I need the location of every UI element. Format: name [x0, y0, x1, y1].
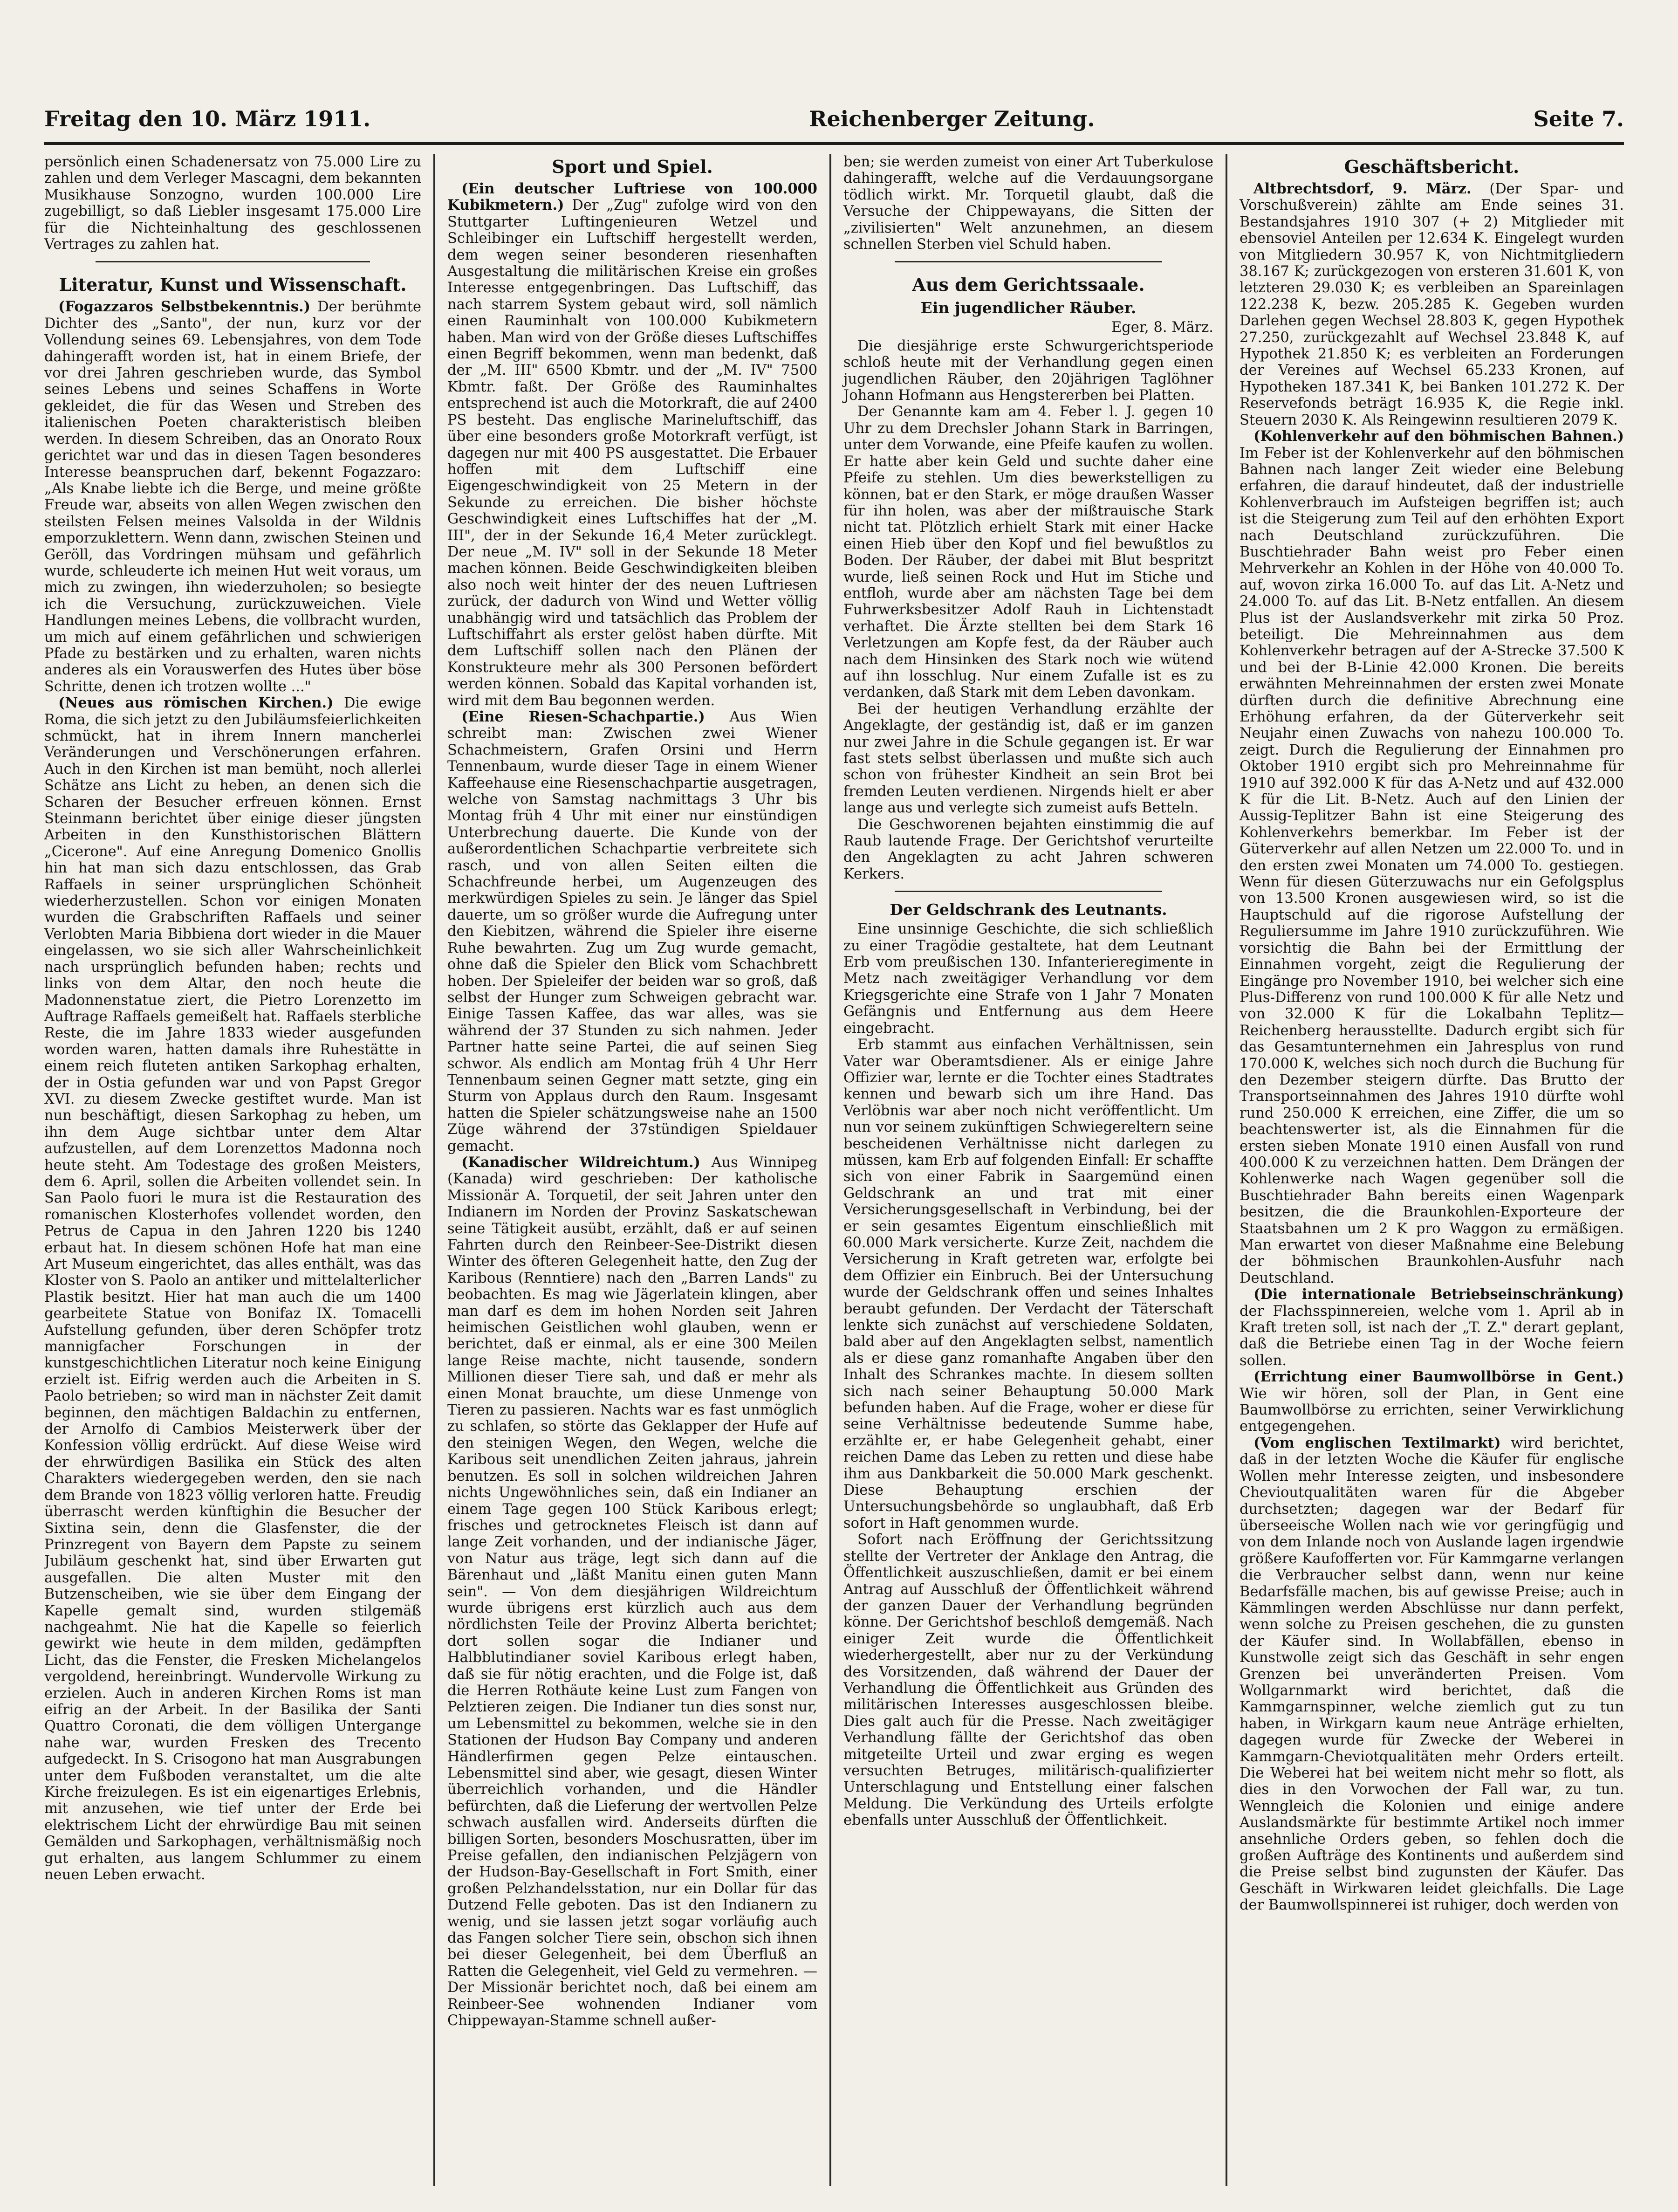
page-number: Seite 7. [1533, 106, 1624, 131]
columns [44, 154, 1624, 2186]
article-body: Aus Wien schreibt man: Zwischen zwei Wiener Schachmeistern, Grafen Orsini und Herrn Tennenbaum, wurde dieser Tage in einem Wiener Kaffeehause eine Riesenschachpartie ausgetragen, welche von Samstag nachmittags 3 Uhr bis Montag früh 4 Uhr mit einer nur einstündigen Unterbrechung dauerte. Die Kunde von der außerordentlichen Schachpartie verbreitete sich rasch, und von allen Seiten eilten die Schachfreunde herbei, um Augenzeugen des merkwürdigen Spieles zu sein. Je länger das Spiel dauerte, um so größer wurde die Aufregung unter den Kiebitzen, während die Spieler ihre eiserne Ruhe bewahrten. Zug um Zug wurde gemacht, ohne daß die Spieler den Blick vom Schachbrett hoben. Der Spieleifer der beiden war so groß, daß selbst der Hunger zum Schweigen gebracht war. Einige Tassen Kaffee, das war alles, was sie während der 37 Stunden zu sich nahmen. Jeder Partner hatte seine Partei, die auf seinen Sieg schwor. Als endlich am Montag früh 4 Uhr Herr Tennenbaum seinen Gegner matt setzte, ging ein Sturm von Applaus durch den Raum. Insgesamt hatten die Spieler schätzungsweise nahe an 1500 Züge während der 37stündigen Spieldauer gemacht. [447, 709, 817, 1154]
column-4 [1226, 154, 1624, 2186]
article-body: der Flachsspinnereien, welche vom 1. April ab in Kraft treten soll, ist nach der „T. Z." derart geplant, daß die Betriebe einen Tag in der Woche feiern sollen. [1240, 1303, 1624, 1369]
section-title-sport: Sport und Spiel. [552, 156, 713, 177]
article-heading: (Vom englischen Textilmarkt) [1253, 1434, 1501, 1451]
article-heading: (Errichtung einer Baumwollbörse in Gent.) [1253, 1368, 1624, 1386]
dateline: Eger, 8. März. [1111, 319, 1213, 336]
divider [96, 261, 370, 262]
paragraph: Die diesjährige erste Schwurgerichtsperiode schloß heute mit der Verhandlung gegen einen jugendlichen Räuber, den 20jährigen Taglöhner Johann Hofmann aus Hengstererben bei Platten. [843, 337, 1213, 404]
section-title-court: Aus dem Gerichtssaale. [912, 274, 1145, 295]
article-body: Im Feber ist der Kohlenverkehr auf den böhmischen Bahnen nach langer Zeit wieder eine Belebung erfahren, die darauf hindeutet, daß der industrielle Kohlenverbrauch im Aufsteigen begriffen ist; auch ist die Steigerung zum Teil auf den erhöhten Export nach Deutschland zurückzuführen. Die Buschtiehrader Bahn weist pro Feber einen Mehrverkehr an Kohlen in der Höhe von 40.000 To. auf, wovon zirka 16.000 To. auf das Lit. A-Netz und 24.000 To. auf das Lit. B-Netz entfallen. An diesem Plus ist der Auslandsverkehr mit zirka 50 Proz. beteiligt. Die Mehreinnahmen aus dem Kohlenverkehr betragen auf der A-Strecke 37.500 K und bei der B-Linie 42.000 Kronen. Die bereits erwähnten Mehreinnahmen der ersten zwei Monate dürften durch die definitive Abrechnung eine Erhöhung erfahren, da der Güterverkehr seit Neujahr einen Zuwachs von nahezu 100.000 To. zeigt. Durch die Regulierung der Einnahmen pro Oktober 1910 ergibt sich pro Mehreinnahme für 1910 auf 392.000 K für das A-Netz und auf 432.000 K für die Lit. B-Netz. Auch auf den Linien der Aussig-Teplitzer Bahn ist eine Steigerung des Kohlenverkehrs bemerkbar. Im Feber ist der Güterverkehr auf allen Netzen um 22.000 To. und in den ersten zwei Monaten um 74.000 To. gestiegen. Wenn für diesen Güterzuwachs nur ein Gefolgsplus von 13.500 Kronen ausgewiesen wird, so ist die Hauptschuld auf die rigorose Aufstellung der Reguliersumme im Jahre 1910 zurückzuführen. Wie vorsichtig die Bahn bei der Ermittlung der Einnahmen vorgeht, zeigt die Regulierung der Eingänge pro November 1910, bei welcher sich eine Plus-Differenz von rund 100.000 K für alle Netz und von 32.000 K für die Lokalbahn Teplitz—Reichenberg herausstellte. Dadurch ergibt sich für das Gesamtunternehmen ein Jahresplus von rund 170.000 K, welches sich noch durch die Buchung für den Dezember steigern dürfte. Das Brutto der Transportseinnahmen des Jahres 1910 dürfte wohl rund 250.000 K erreichen, eine Ziffer, die um so beachtenswerter ist, als die Einnahmen für die ersten sieben Monate 1910 einen Ausfall von rund 400.000 K zu verzeichnen hatten. Dem Drängen der Kohlenwerke nach Wagen gegenüber soll die Buschtiehrader Bahn bereits einen Wagenpark besitzen, die die Braunkohlen-Exporteure der Staatsbahnen um 2 K pro Waggon zu ermäßigen. Man erwartet von dieser Maßnahme eine Belebung der böhmischen Braunkohlen-Ausfuhr nach Deutschland. [1240, 445, 1624, 1286]
article-heading: Altbrechtsdorf, 9. März. [1253, 180, 1472, 197]
article-body: Aus Winnipeg (Kanada) wird geschrieben: Der katholische Missionär A. Torquetil, der seit Jahren unter den Indianern im Norden der Provinz Saskatschewan seine Tätigkeit ausübt, erzählt, daß er auf seinen Fahrten durch den Reinbeer-See-Distrikt diesen Winter des öfteren Gelegenheit hatte, den Zug der Karibous (Renntiere) nach den „Barren Lands" zu beobachten. Es mag wie Jägerlatein klingen, aber man darf es dem im hohen Norden seit Jahren heimischen Geistlichen wohl glauben, wenn er berichtet, daß er einmal, als er eine 300 Meilen lange Reise machte, nicht tausende, sondern Millionen dieser Tiere sah, und daß er mehr als einen Monat brauchte, um diese Unmenge von Tieren zu passieren. Nachts war es fast unmöglich zu schlafen, so störte das Geklapper der Hufe auf den steinigen Wegen, den Wegen, welche die Karibous seit unendlichen Zeiten jahraus, jahrein benutzen. Es soll in solchen wildreichen Jahren nichts Ungewöhnliches sein, daß ein Indianer an einem Tage gegen 100 Stück Karibous erlegt; frisches und getrocknetes Fleisch ist dann auf lange Zeit vorhanden, und der indianische Jäger, von Natur aus träge, legt sich dann auf die Bärenhaut und „läßt Manitu einen guten Mann sein". — Von dem diesjährigen Wildreichtum wurde übrigens erst kürzlich auch aus dem nördlichsten Teile der Provinz Alberta berichtet; dort sollen sogar die Indianer und Halbblutindianer soviel Karibous erlegt haben, daß sie für nötig erachten, und die Folge ist, daß die Herren Rothäute keine Lust zum Fangen von Pelztieren zeigen. Die Indianer tun dies sonst nur, um Lebensmittel zu bekommen, welche sie in den Stationen der Hudson Bay Company und anderen Händlerfirmen gegen Pelze eintauschen. Lebensmittel sind aber, wie gesagt, diesen Winter überreichlich vorhanden, und die Händler befürchten, daß die Lieferung der wertvollen Pelze schwach ausfallen wird. Anderseits dürften die billigen Sorten, besonders Moschusratten, über im Preise gefallen, den indianischen Pelzjägern von der Hudson-Bay-Gesellschaft in Fort Smith, einer großen Pelzhandelsstation, nur ein Dollar für das Dutzend Felle geboten. Das ist den Indianern zu wenig, und sie lassen jetzt sogar vorläufig auch das Fangen solcher Tiere sein, obschon sich ihnen bei dieser Gelegenheit, bei dem Überfluß an Ratten die Gelegenheit, viel Geld zu vermehren. — Der Missionär berichtet noch, daß bei einem am Reinbeer-See wohnenden Indianer vom Chippewayan-Stamme schnell außer- [447, 1154, 817, 2029]
divider [895, 891, 1162, 892]
article-fogazzaro [44, 299, 421, 695]
article-title-safe: Der Geldschrank des Leutnants. [890, 900, 1167, 919]
paragraph: Sofort nach Eröffnung der Gerichtssitzung stellte der Vertreter der Anklage den Antrag, die Öffentlichkeit auszuschließen, damit er bei einem Antrag auf Ausschluß der Öffentlichkeit während der ganzen Dauer der Verhandlung begründen könne. Der Gerichtshof beschloß demgemäß. Nach einiger Zeit wurde die Öffentlichkeit wiederhergestellt, aber nur zu der Verkündung des Vorsitzenden, daß während der Dauer der Verhandlung die Öffentlichkeit aus Gründen des militärischen Interesses ausgeschlossen bleibe. Dies galt auch für die Presse. Nach zweitägiger Verhandlung fällte der Gerichtshof das oben mitgeteilte Urteil und zwar erging es wegen versuchten Betruges, militärisch-qualifizierter Unterschlagung und Entstellung einer falschen Meldung. Die Verkündung des Urteils erfolgte ebenfalls unter Ausschluß der Öffentlichkeit. [843, 1532, 1213, 1829]
article-coal-traffic [1240, 428, 1624, 1286]
page-header [44, 98, 1624, 140]
section-title-literature: Literatur, Kunst und Wissenschaft. [59, 274, 407, 295]
divider [895, 261, 1162, 262]
article-continuation: ben; sie werden zumeist von einer Art Tuberkulose dahingerafft, welche auf die Verdauungsorgane tödlich wirkt. Mr. Torquetil glaubt, daß die Versuche der Chippewayans, die Sitten der „zivilisierten" Welt anzunehmen, an diesem schnellen Sterben viel Schuld haben. [843, 154, 1213, 253]
article-heading: (Die internationale Betriebseinschränkung) [1253, 1286, 1624, 1303]
article-heading: (Kanadischer Wildreichtum.) [461, 1154, 700, 1171]
article-airship [447, 181, 817, 709]
article-body: (Der Spar- und Vorschußverein) zählte am Ende seines 31. Bestandsjahres 1910 307 (+ 2) Mitglieder mit ebensoviel Anteilen per 12.634 K. Eingelegt wurden von Mitgliedern 30.957 K, von Nichtmitgliedern 38.167 K; zurückgezogen von ersteren 31.601 K, von letzteren 29.030 K; es verbleiben an Spareinlagen 122.238 K, bezw. 205.285 K. Gegeben wurden Darlehen gegen Wechsel 28.803 K, gegen Hypothek 27.250, zurückgezahlt auf Wechsel 23.848 K, auf Hypothek 21.850 K; es verbleiten an Forderungen der Vereines auf Wechsel 65.233 Kronen, auf Hypotheken 187.341 K, bei Banken 101.272 K. Der Reservefonds beträgt 16.935 K, die Regie inkl. Steuern 2030 K. Als Reingewinn resultieren 2079 K. [1240, 181, 1624, 428]
section-title-business: Geschäftsbericht. [1344, 156, 1520, 177]
article-cotton-exchange [1240, 1369, 1624, 1435]
article-body: Der „Zug" zufolge wird von den Stuttgarter Luftingenieuren Wetzel und Schleibinger ein Luftschiff hergestellt werden, dem wegen seiner besonderen riesenhaften Ausgestaltung die militärischen Kreise ein großes Interesse entgegenbringen. Das Luftschiff, das nach starrem System gebaut wird, soll nämlich einen Rauminhalt von 100.000 Kubikmetern haben. Man wird von der Größe dieses Luftschiffes einen Begriff bekommen, wenn man bedenkt, daß der „M. III" 6500 Kbmtr. und der „M. IV" 7500 Kbmtr. faßt. Der Größe des Rauminhaltes entsprechend ist auch die Motorkraft, die auf 2400 PS besteht. Das englische Marineluftschiff, das über eine besonders große Motorkraft verfügt, ist dagegen nur mit 400 PS ausgestattet. Die Erbauer hoffen mit dem Luftschiff eine Eigengeschwindigkeit von 25 Metern in der Sekunde zu erreichen. Die bisher höchste Geschwindigkeit eines Luftschiffes hat der „M. III", der in der Sekunde 16,4 Meter zurücklegt. Der neue „M. IV" soll in der Sekunde 18 Meter machen können. Beide Geschwindigkeiten bleiben also noch weit hinter der des neuen Luftriesen zurück, der dadurch von Wind und Wetter völlig unabhängig wird und tatsächlich das Problem der Luftschiffahrt als erster gelöst haben dürfte. Mit dem Luftschiff sollen nach den Plänen der Konstrukteure mehr als 300 Personen befördert werden können. Sobald das Kapital vorhanden ist, wird mit dem Bau begonnen werden. [447, 197, 818, 709]
paragraph: Der Genannte kam am 4. Feber l. J. gegen 10 Uhr zu dem Drechsler Johann Stark in Barringen, unter dem Vorwande, eine Pfeife kaufen zu wollen. Er hatte aber kein Geld und suchte daher eine Pfeife zu stehlen. Um dies bewerkstelligen zu können, bat er den Stark, er möge draußen Wasser für ihn holen, was aber der mißtrauische Stark nicht tat. Plötzlich erhielt Stark mit einer Hacke einen Hieb über den Kopf und fiel bewußtlos zu Boden. Der Räuber, der dabei mit Blut bespritzt wurde, ließ seinen Rock und Hut im Stiche und entfloh, wurde aber am nächsten Tage bei dem Fuhrwerksbesitzer Adolf Rauh in Lichtenstadt verhaftet. Die Ärzte stellten bei dem Stark 16 Verletzungen am Kopfe fest, da der Räuber auch nach dem Hinsinken des Stark noch wie wütend auf ihn losschlug. Nur einem Zufalle ist es zu verdanken, daß Stark mit dem Leben davonkam. [843, 404, 1213, 701]
masthead: Reichenberger Zeitung. [809, 106, 1095, 131]
article-textile-market [1240, 1435, 1624, 1914]
article-canada-game [447, 1154, 817, 2029]
paragraph: Bei der heutigen Verhandlung erzählte der Angeklagte, der geständig ist, daß er im ganzen nur zwei Jahre in die Schule gegangen ist. Er war fast stets selbst überlassen und mußte sich auch schon von frühester Kindheit an sein Brot bei fremden Leuten verdienen. Nirgends hielt er aber lange aus und verlegte sich zumeist aufs Betteln. [843, 701, 1213, 817]
article-heading: (Kohlenverkehr auf den böhmischen Bahnen.) [1253, 428, 1624, 445]
article-heading: (Fogazzaros Selbstbekenntnis.) [58, 298, 311, 316]
article-continuation: persönlich einen Schadenersatz von 75.000 Lire zu zahlen und dem Verleger Mascagni, dem bekannten Musikhause Sonzogno, wurden 100.000 Lire zugebilligt, so daß Liebler insgesamt 175.000 Lire für die Nichteinhaltung des geschlossenen Vertrages zu zahlen hat. [44, 154, 421, 253]
article-body: wird berichtet, daß in der letzten Woche die Käufer für englische Wollen mehr Interesse zeigten, und insbesondere Chevioutqualitäten waren für die Abgeber durchsetzten; dagegen war der Bedarf für überseeische Wollen nach wie vor geringfügig und von dem Inlande noch von Auslande lagen irgendwie größere Kaufofferten vor. Für Kammgarne verlangen die Verbraucher selbst dann, wenn nur keine Bedarfsfälle machen, bis auf gewisse Preise; auch in Kämmlingen werden Abschlüsse nur dann perfekt, wenn solche zu Preisen geschehen, die zu gunsten der Käufer sind. In Wollabfällen, ebenso in Kunstwolle zeigt sich das Geschäft in sehr engen Grenzen bei unveränderten Preisen. Vom Wollgarnmarkt wird berichtet, daß die Kammgarnspinner, welche ziemlich gut zu tun haben, in Wirkgarn kaum neue Anträge erhielten, dagegen wurde für Zwecke der Weberei in Kammgarn-Cheviotqualitäten mehr Orders erteilt. Die Weberei hat bei weitem nicht mehr so flott, als dies in den Vorwochen der Fall war, zu tun. Wenngleich die Kolonien und einige andere Auslandsmärkte für bestimmte Artikel noch immer ansehnliche Orders geben, so fehlen doch die großen Aufträge des Kontinents und außerdem sind die Preise selbst bind zugunsten der Käufer. Das Geschäft in Wirkwaren leidet gleichfalls. Die Lage der Baumwollspinnerei ist ruhiger, doch werden von [1240, 1435, 1624, 1914]
issue-date: Freitag den 10. März 1911. [44, 106, 371, 131]
paragraph: Eine unsinnige Geschichte, die sich schließlich zu einer Tragödie gestaltete, hat dem Leutnant Erb vom preußischen 130. Infanterieregimente in Metz nach zweitägiger Verhandlung vor dem Kriegsgerichte eine Strafe von 1 Jahr 7 Monaten Gefängnis und Entfernung aus dem Heere eingebracht. [843, 921, 1213, 1037]
column-1 [44, 154, 433, 2186]
article-chess [447, 709, 817, 1154]
article-body: Die ewige Roma, die sich jetzt zu den Jubiläumsfeierlichkeiten schmückt, hat in ihrem Innern mancherlei Veränderungen und Verschönerungen erfahren. Auch in den Kirchen ist man bemüht, noch allerlei Schätze ans Licht zu heben, an denen sich die Scharen der Besucher erfreuen können. Ernst Steinmann berichtet über einige dieser jüngsten Arbeiten in den Kunsthistorischen Blättern „Cicerone". Auf eine Anregung Domenico Gnollis hin hat man sich dazu entschlossen, das Grab Raffaels in seiner ursprünglichen Schönheit wiederherzustellen. Schon vor einigen Monaten wurden die Grabschriften Raffaels und seiner Verlobten Maria Bibbiena dort wieder in die Mauer eingelassen, wo sie sich aller Wahrscheinlichkeit nach ursprünglich befunden haben; rechts und links von dem Altar, den noch heute die Madonnenstatue ziert, die Pietro Lorenzetto im Auftrage Raffaels gemeißelt hat. Raffaels sterbliche Reste, die im Jahre 1833 wieder ausgefunden worden waren, hatten damals ihre Ruhestätte in einem reich fluteten antiken Sarkophag erhalten, der in Ostia gefunden war und von Papst Gregor XVI. zu diesem Zwecke gestiftet wurde. Man ist nun beschäftigt, diesen Sarkophag zu heben, um ihn dem Auge sichtbar unter dem Altar aufzustellen, auf dem Lorenzettos Madonna noch heute steht. Am Todestage des großen Meisters, dem 6. April, sollen die Arbeiten vollendet sein. In San Paolo fuori le mura ist die Restauration des romanischen Klosterhofes vollendet worden, den Petrus de Capua in den Jahren 1220 bis 1240 erbaut hat. In diesem schönen Hofe hat man eine Art Museum eingerichtet, das alles enthält, was das Kloster von S. Paolo an antiker und mittelalterlicher Plastik besitzt. Hier hat man auch die um 1400 gearbeitete Statue von Bonifaz IX. Tomacelli Aufstellung gefunden, über deren Schöpfer trotz mannigfacher Forschungen in der kunstgeschichtlichen Literatur noch keine Einigung erzielt ist. Eifrig werden auch die Arbeiten in S. Paolo betrieben; so wird man in nächster Zeit damit beginnen, den mächtigen Baldachin zu entfernen, der Arnolfo di Cambios Meisterwerk über der Konfession völlig erdrückt. Auf diese Weise wird der ehrwürdigen Basilika ein Stück des alten Charakters wiedergegeben werden, den sie nach dem Brande von 1823 völlig verloren hatte. Freudig überrascht werden künftighin die Besucher der Sixtina sein, denn die Glasfenster, die der Prinzregent von Bayern dem Papste zu seinem Jubiläum geschenkt hat, sind über Erwarten gut ausgefallen. Die alten Muster mit den Butzenscheiben, wie sie über dem Eingang der Kapelle gemalt sind, wurden stilgemäß nachgeahmt. Nie hat die Kapelle so feierlich gewirkt wie heute in dem milden, gedämpften Licht, das die Fenster, die Fresken Michelangelos vergoldend, hereinbringt. Wundervolle Wirkung zu erzielen. Auch in anderen Kirchen Roms ist man eifrig an der Arbeit. In der Basilika der Santi Quattro Coronati, die dem völligen Untergange nahe war, wurden Fresken des Trecento aufgedeckt. In S. Crisogono hat man Ausgrabungen unter dem Fußboden veranstaltet, um die alte Kirche freizulegen. Es ist ein eigenartiges Erlebnis, mit anzusehen, wie tief unter der Erde bei elektrischem Licht der ehrwürdige Bau mit seinen Gemälden und Sarkophagen, verhältnismäßig noch gut erhalten, aus langem Schlummer zu einem neuen Leben erwacht. [44, 695, 421, 1883]
article-roman-churches [44, 695, 421, 1883]
article-savings-union [1240, 181, 1624, 428]
paragraph: Erb stammt aus einfachen Verhältnissen, sein Vater war Oberamtsdiener. Als er einige Jahre Offizier war, lernte er die Tochter eines Stadtrates kennen und bewarb sich um ihre Hand. Das Verlöbnis war aber noch nicht veröffentlicht. Um nun vor seinem zukünftigen Schwiegereltern seine bescheidenen Verhältnisse nicht darlegen zu müssen, kam Erb auf folgenden Einfall: Er schaffte sich von einer Fabrik in Saargemünd einen Geldschrank an und trat mit einer Versicherungsgesellschaft in Verbindung, bei der er sein gesamtes Eigentum einschließlich mit 60.000 Mark versicherte. Kurze Zeit, nachdem die Versicherung in Kraft getreten war, erfolgte bei dem Offizier ein Einbruch. Bei der Untersuchung wurde der Geldschrank offen und seines Inhaltes beraubt gefunden. Der Verdacht der Täterschaft lenkte sich zunächst auf verschiedene Soldaten, bald aber auf den Angeklagten selbst, namentlich als er diese ganz romanhafte Angaben über den Inhalt des Schrankes machte. In diesem sollten sich nach seiner Behauptung 50.000 Mark befunden haben. Auf die Frage, woher er diese für seine Verhältnisse bedeutende Summe habe, erzählte er, er habe Gelegenheit gehabt, einer reichen Dame das Leben zu retten und diese habe ihm aus Dankbarkeit die 50.000 Mark geschenkt. Diese Behauptung erschien der Untersuchungsbehörde so unglaubhaft, daß Erb sofort in Haft genommen wurde. [843, 1037, 1213, 1532]
article-heading: (Ein deutscher Luftriese von 100.000 Kubikmetern.) [447, 180, 817, 214]
paragraph: Die Geschworenen bejahten einstimmig die auf Raub lautende Frage. Der Gerichtshof verurteilte den Angeklagten zu acht Jahren schweren Kerkers. [843, 816, 1213, 882]
article-subtitle: Ein jugendlicher Räuber. [920, 299, 1137, 317]
column-2 [433, 154, 829, 2186]
article-flax-spinning [1240, 1286, 1624, 1369]
column-3 [829, 154, 1226, 2186]
header-rule [44, 142, 1624, 145]
article-heading: (Eine Riesen-Schachpartie.) [461, 708, 705, 725]
article-body: Der berühmte Dichter des „Santo", der nun, kurz vor der Vollendung seines 69. Lebensjahres, von dem Tode dahingerafft worden ist, hat in einem Briefe, der vor drei Jahren geschrieben wurde, das Symbol seines Lebens und seines Schaffens in Worte gekleidet, die für das Wesen und Streben des italienischen Poeten charakteristisch bleiben werden. In diesem Schreiben, das an Onorato Roux gerichtet war und das in diesen Tagen besonderes Interesse beanspruchen darf, bekennt Fogazzaro: „Als Knabe liebte ich die Berge, und meine größte Freude war, abseits von allen Wegen zwischen den steilsten Felsen meines Valsolda in der Wildnis emporzuklettern. Wenn dann, zwischen Steinen und Geröll, das Vordringen mühsam und gefährlich wurde, schleuderte ich meinen Hut weit voraus, um mich zu zwingen, ihn wiederzuholen; so besiegte ich die Versuchung, zurückzuweichen. Viele Handlungen meines Lebens, die vollbracht wurden, um mich auf einem gefährlichen und schwierigen Pfade zu bestärken und zu erhalten, waren nichts anderes als ein Vorauswerfen des Hutes über böse Schritte, denen ich trotzen wollte ..." [44, 299, 421, 695]
article-body: Wie wir hören, soll der Plan, in Gent eine Baumwollbörse zu errichten, seiner Verwirklichung entgegengehen. [1240, 1385, 1624, 1435]
article-heading: (Neues aus römischen Kirchen.) [58, 694, 334, 712]
